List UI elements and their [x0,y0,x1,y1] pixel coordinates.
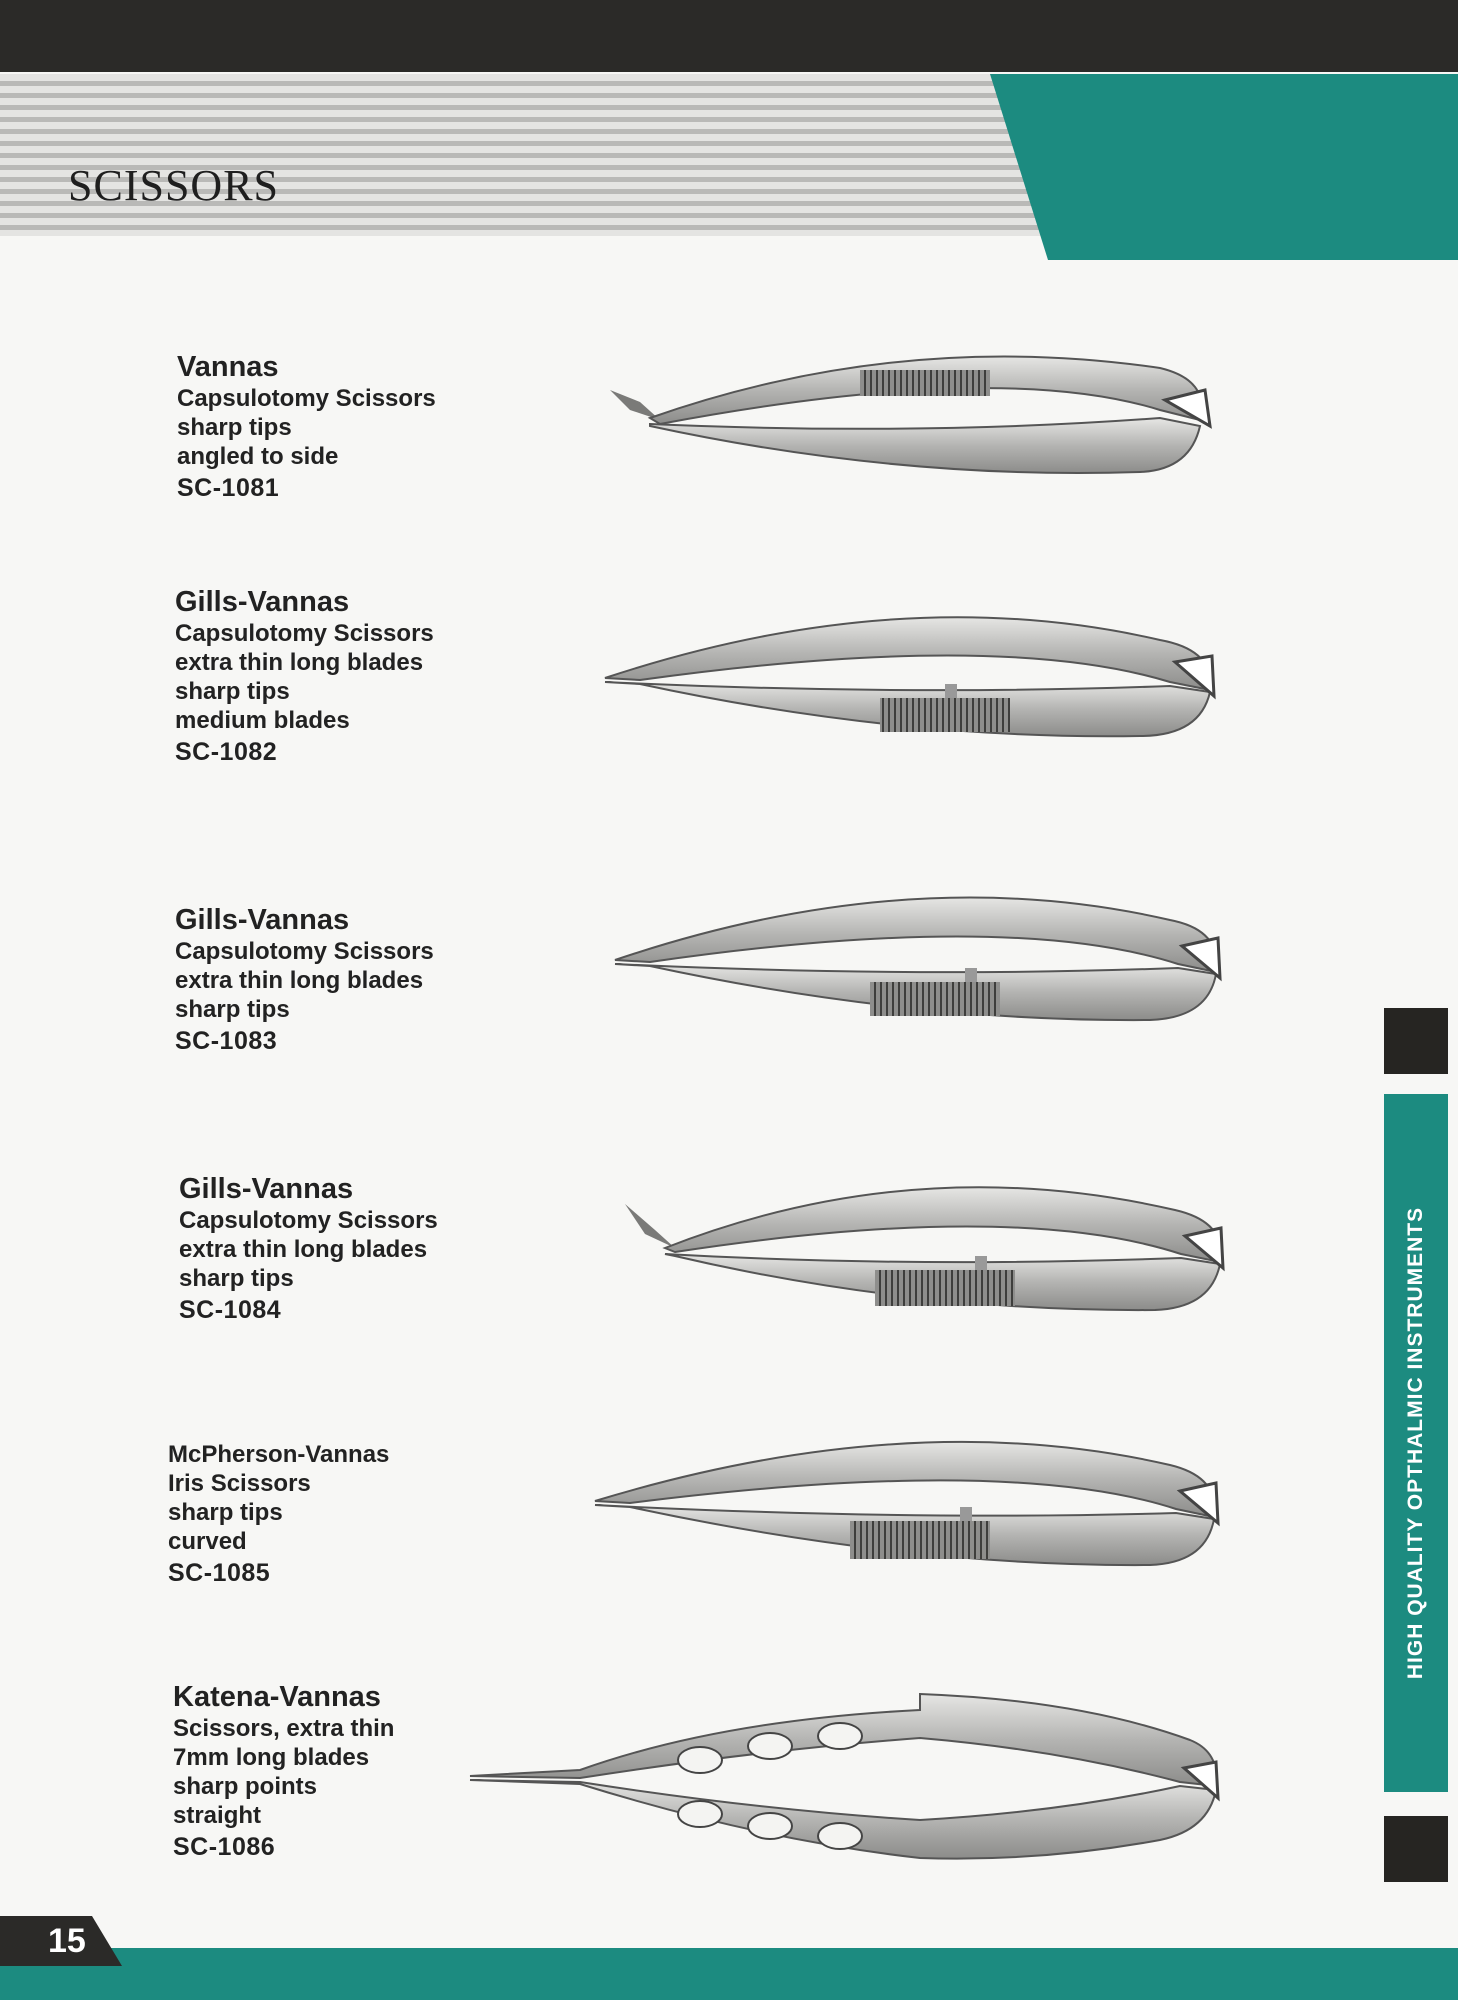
product-code: SC-1081 [177,474,280,502]
product-desc-line: straight [173,1802,262,1829]
product-sc-1084 [179,1172,438,1326]
product-desc-line: angled to side [177,443,339,470]
product-sc-1085 [168,1440,389,1589]
product-code: SC-1083 [175,1027,278,1055]
product-desc-line: extra thin long blades [175,967,424,994]
bottom-teal-bar [0,1948,1458,2000]
product-desc-line: medium blades [175,707,350,734]
sidebar-label: HIGH QUALITY OPTHALMIC INSTRUMENTS [1404,1206,1427,1680]
product-code: SC-1084 [179,1296,282,1324]
product-desc-line: sharp tips [175,996,290,1023]
scissors-image-sc-1081 [600,340,1220,500]
page-title: SCISSORS [68,161,280,210]
product-code: SC-1085 [168,1559,271,1587]
product-desc-line: extra thin long blades [179,1236,428,1263]
product-desc-line: Capsulotomy Scissors [179,1207,438,1234]
product-desc-line: sharp tips [177,414,292,441]
product-sc-1083 [175,903,434,1057]
product-desc-line: curved [168,1528,247,1555]
product-desc-line: 7mm long blades [173,1744,370,1771]
product-code: SC-1082 [175,738,278,766]
scissors-image-sc-1086 [460,1690,1240,1870]
product-desc-line: sharp tips [168,1499,283,1526]
product-desc-line: sharp points [173,1773,318,1800]
product-sc-1082 [175,585,434,768]
header-teal-block [990,74,1458,260]
product-sc-1086 [173,1680,394,1863]
product-name: Gills-Vannas [175,904,350,936]
product-desc-line: Iris Scissors [168,1470,311,1497]
product-desc-line: Capsulotomy Scissors [177,385,436,412]
product-desc-line: extra thin long blades [175,649,424,676]
product-code: SC-1086 [173,1833,276,1861]
scissors-image-sc-1084 [615,1170,1235,1330]
scissors-image-sc-1082 [600,600,1220,760]
top-dark-bar [0,0,1458,72]
product-desc-line: Capsulotomy Scissors [175,938,434,965]
product-name: Vannas [177,351,279,383]
page-number: 15 [48,1922,86,1960]
product-sc-1081 [177,350,436,504]
product-name: Katena-Vannas [173,1681,381,1713]
product-name: Gills-Vannas [179,1173,354,1205]
product-name: McPherson-Vannas [168,1441,390,1468]
sidebar-dark-block-bottom [1384,1816,1448,1882]
product-desc-line: Capsulotomy Scissors [175,620,434,647]
scissors-image-sc-1085 [590,1425,1230,1585]
product-desc-line: sharp tips [179,1265,294,1292]
product-name: Gills-Vannas [175,586,350,618]
sidebar-teal-strip [1384,1094,1448,1792]
product-desc-line: sharp tips [175,678,290,705]
header-stripe-band [0,74,1080,236]
scissors-image-sc-1083 [610,880,1230,1040]
sidebar-dark-block-top [1384,1008,1448,1074]
product-desc-line: Scissors, extra thin [173,1715,395,1742]
